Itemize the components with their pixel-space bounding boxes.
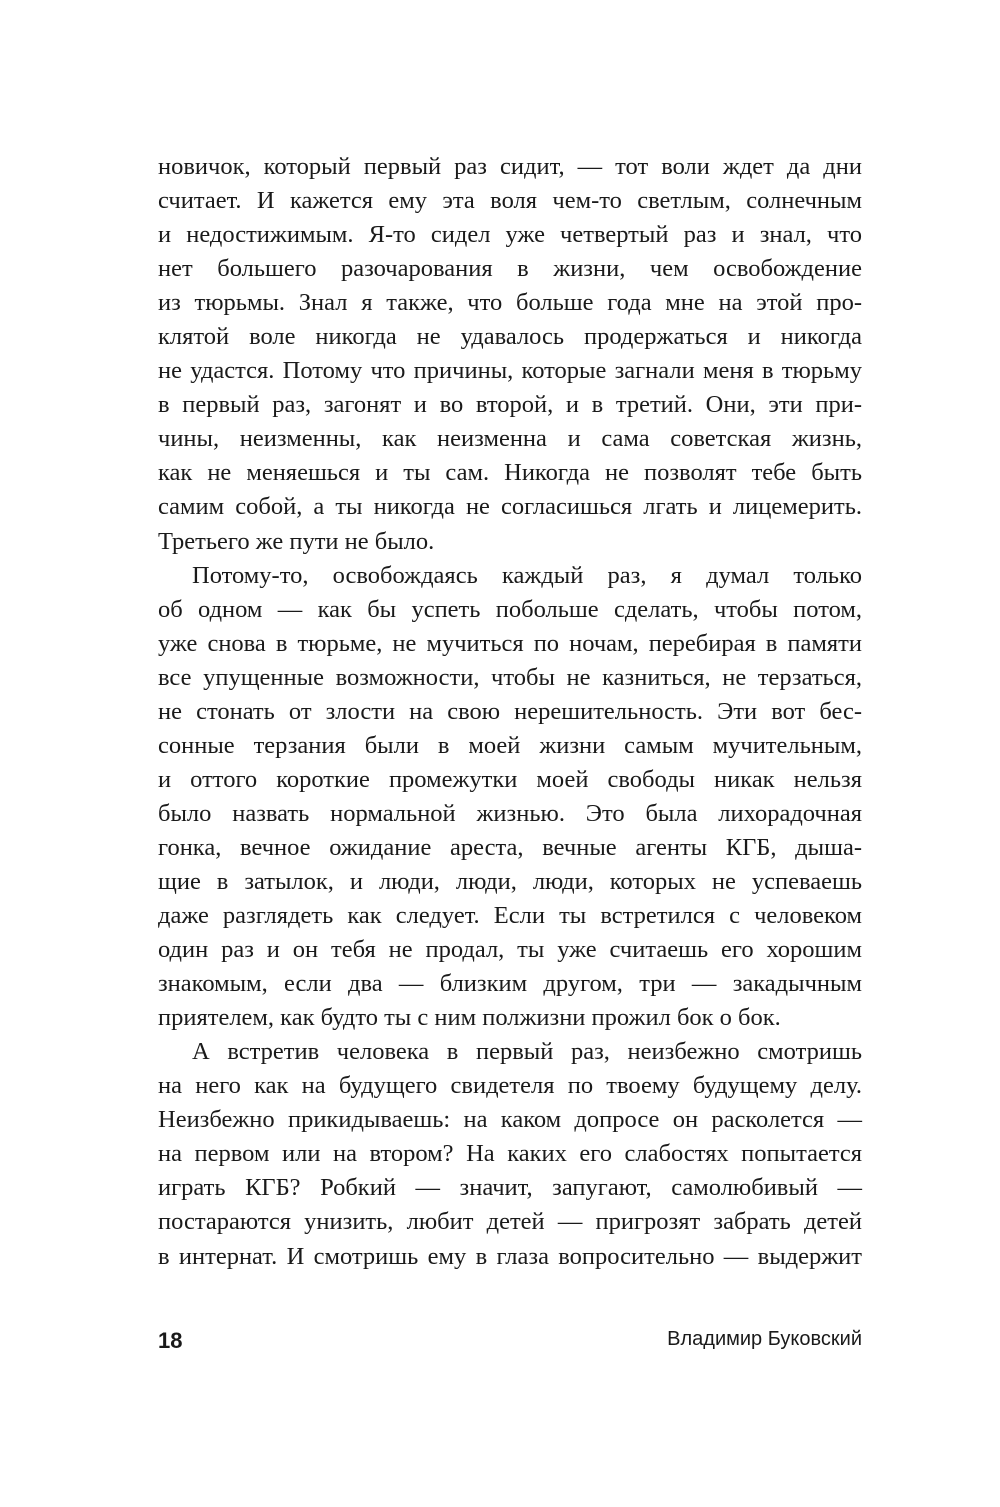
text-line: даже разглядеть как следует. Если ты встретился с человеком [158, 902, 862, 930]
text-line: щие в затылок, и люди, люди, люди, которых не успеваешь [158, 867, 862, 895]
page-number: 18 [158, 1328, 183, 1353]
text-line: знакомым, если два — близким другом, три — закадычным [158, 970, 862, 998]
text-line: Неизбежно прикидываешь: на каком допросе он расколется — [158, 1106, 862, 1134]
text-line: как не меняешься и ты сам. Никогда не позволят тебе быть [158, 459, 862, 487]
text-line: новичок, который первый раз сидит, — тот воли ждет да дни [158, 153, 862, 180]
text-line: из тюрьмы. Знал я также, что больше года мне на этой про- [158, 289, 862, 317]
text-line: клятой воле никогда не удавалось продержаться и никогда [158, 323, 862, 351]
text-line: Третьего же пути не было. [158, 527, 435, 555]
text-line: самим собой, а ты никогда не согласишься лгать и лицемерить. [158, 493, 862, 521]
text-line: постараются унизить, любит детей — пригрозят забрать детей [158, 1208, 862, 1236]
text-line: и недостижимым. Я-то сидел уже четвертый раз и знал, что [158, 221, 862, 249]
text-line: один раз и он тебя не продал, ты уже считаешь его хорошим [158, 936, 862, 964]
text-line: считает. И кажется ему эта воля чем-то светлым, солнечным [158, 187, 862, 215]
text-line: и оттого короткие промежутки моей свободы никак нельзя [158, 765, 862, 793]
text-line: играть КГБ? Робкий — значит, запугают, самолюбивый — [158, 1174, 862, 1202]
text-line: на первом или на втором? На каких его слабостях попытается [158, 1140, 862, 1168]
text-line: гонка, вечное ожидание ареста, вечные агенты КГБ, дыша- [158, 833, 862, 861]
text-line: чины, неизменны, как неизменна и сама советская жизнь, [158, 425, 862, 453]
text-line: приятелем, как будто ты с ним полжизни прожил бок о бок. [158, 1004, 781, 1032]
text-line: не удастся. Потому что причины, которые загнали меня в тюрьму [158, 357, 862, 385]
paragraph [158, 150, 862, 559]
running-footer-author: Владимир Буковский [667, 1328, 862, 1350]
text-line: нет большего разочарования в жизни, чем освобождение [158, 255, 862, 283]
paragraph [158, 1035, 862, 1273]
text-line: в интернат. И смотришь ему в глаза вопросительно — выдержит [158, 1242, 862, 1270]
text-line: сонные терзания были в моей жизни самым мучительным, [158, 731, 862, 759]
text-line: Потому-то, освобождаясь каждый раз, я думал только [192, 561, 862, 589]
text-line: в первый раз, загонят и во второй, и в третий. Они, эти при- [158, 391, 862, 419]
text-line: все упущенные возможности, чтобы не казниться, не терзаться, [158, 663, 862, 691]
paragraph [158, 559, 862, 1036]
text-line: А встретив человека в первый раз, неизбежно смотришь [192, 1038, 862, 1066]
text-line: на него как на будущего свидетеля по твоему будущему делу. [158, 1072, 862, 1100]
text-line: об одном — как бы успеть побольше сделать, чтобы потом, [158, 595, 862, 623]
text-line: было назвать нормальной жизнью. Это была лихорадочная [158, 799, 862, 827]
text-line: не стонать от злости на свою нерешительность. Эти вот бес- [158, 697, 862, 725]
text-line: уже снова в тюрьме, не мучиться по ночам, перебирая в памяти [158, 629, 862, 657]
body-text [158, 150, 862, 1274]
